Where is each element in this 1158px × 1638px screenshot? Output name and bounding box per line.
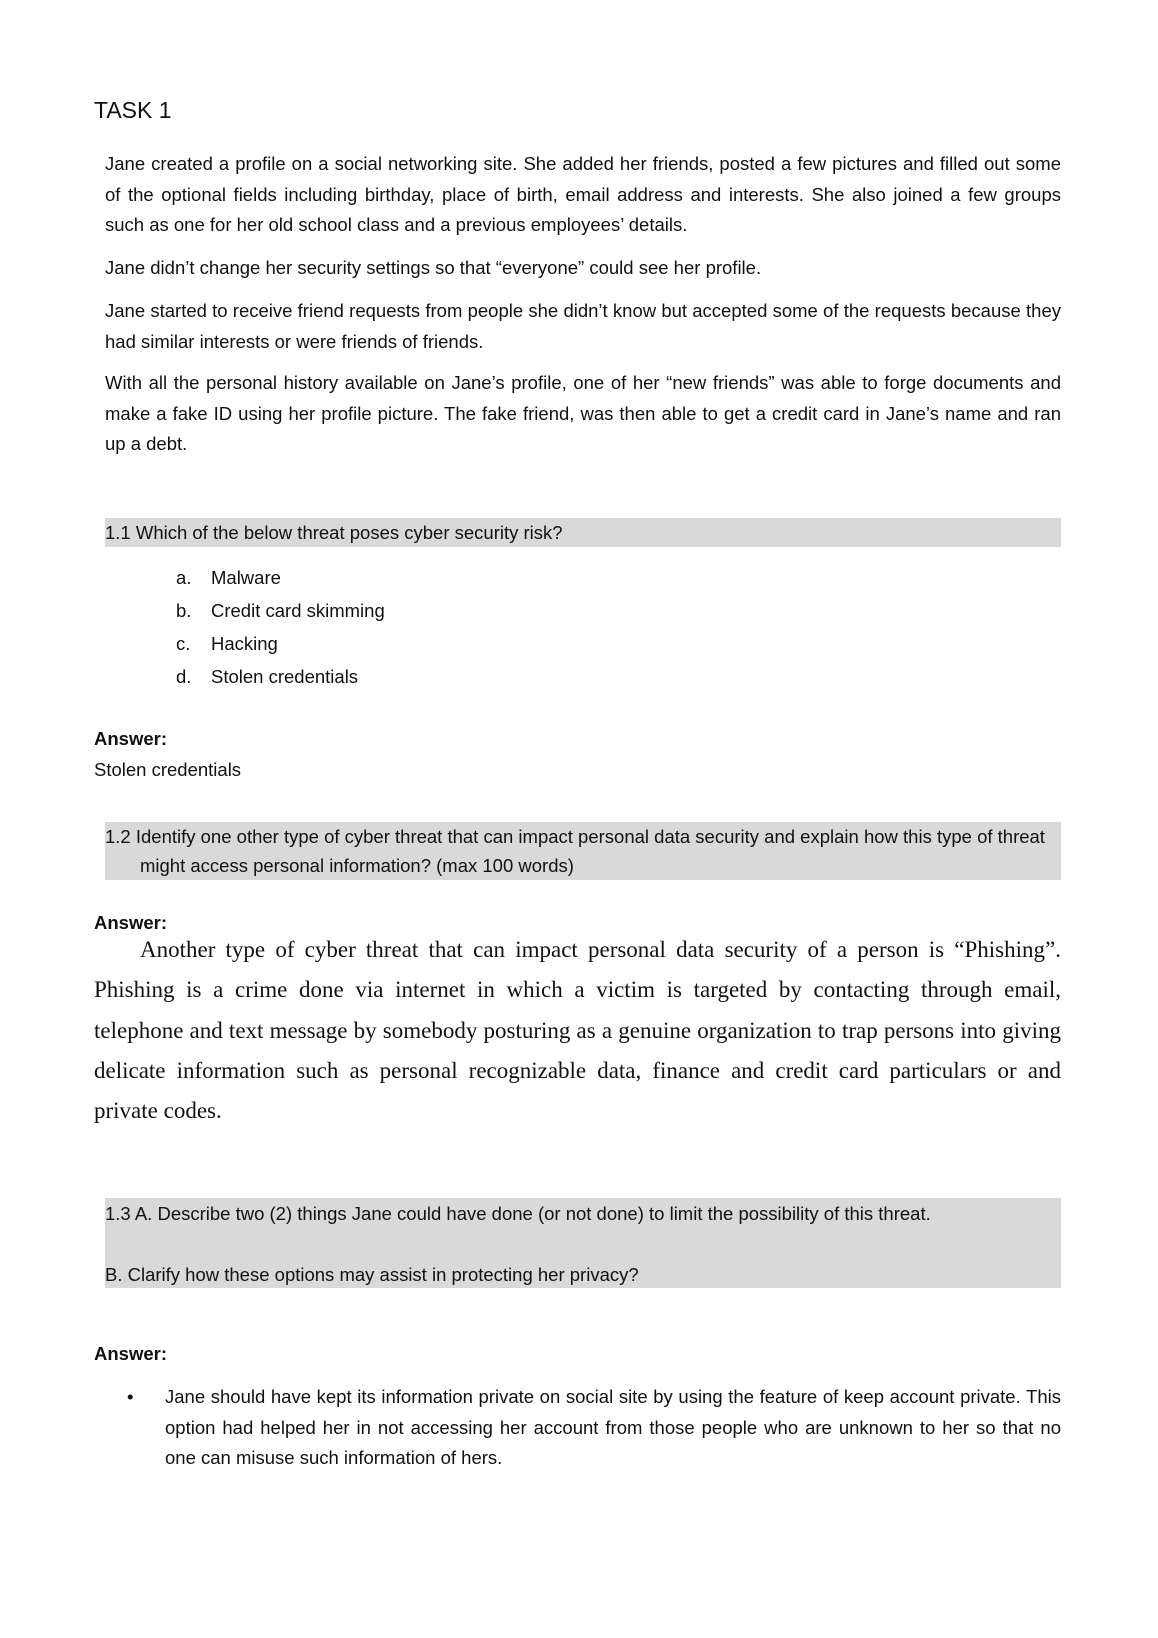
option-text: Hacking <box>211 633 278 654</box>
option-d <box>170 660 385 693</box>
question-1-2-text: 1.2 Identify one other type of cyber threat that can impact personal data security and explain how this type of threat might access personal information? (max 100 words) <box>105 826 1045 876</box>
bullet-text: Jane should have kept its information private on social site by using the feature of keep account private. This option had helped her in not accessing her account from those people who are unknown to her so that no one can misuse such information of hers. <box>165 1386 1061 1468</box>
option-letter: a. <box>176 567 192 588</box>
scenario-paragraph-1: Jane created a profile on a social networking site. She added her friends, posted a few pictures and filled out some of the optional fields including birthday, place of birth, email address and interests. She also joined a few groups such as one for her old school class and a previous employees’ details. <box>105 153 1061 235</box>
option-c <box>170 627 385 660</box>
option-b <box>170 594 385 627</box>
option-letter: d. <box>176 666 192 687</box>
question-1-2 <box>105 822 1061 880</box>
answer-label-1-1: Answer: <box>94 728 167 749</box>
question-1-1-text: 1.1 Which of the below threat poses cyber security risk? <box>105 522 563 543</box>
option-letter: b. <box>176 600 192 621</box>
answer-1-1: Stolen credentials <box>94 759 242 780</box>
question-1-3 <box>105 1198 1061 1288</box>
option-text: Stolen credentials <box>211 666 359 687</box>
option-text: Malware <box>211 567 281 588</box>
scenario-paragraph-2: Jane didn’t change her security settings so that “everyone” could see her profile. <box>105 257 762 278</box>
options-list <box>170 561 385 693</box>
option-letter: c. <box>176 633 191 654</box>
answer-label-1-2: Answer: <box>94 912 167 933</box>
option-text: Credit card skimming <box>211 600 385 621</box>
task-title: TASK 1 <box>94 97 172 123</box>
question-1-3-part-b: B. Clarify how these options may assist in protecting her privacy? <box>105 1264 639 1285</box>
scenario-paragraph-3: Jane started to receive friend requests from people she didn’t know but accepted some of the requests because they had similar interests or were friends of friends. <box>105 300 1061 352</box>
question-1-3-spacer <box>105 1228 1061 1260</box>
answer-label-1-3: Answer: <box>94 1343 167 1364</box>
answer-1-3-bullet-1 <box>125 1382 1061 1474</box>
option-a <box>170 561 385 594</box>
question-1-3-part-a: 1.3 A. Describe two (2) things Jane could have done (or not done) to limit the possibility of this threat. <box>105 1203 931 1224</box>
bullet-icon: • <box>127 1386 134 1407</box>
answer-1-2: Another type of cyber threat that can impact personal data security of a person is “Phishing”. Phishing is a crime done via internet in which a victim is targeted by contacting through email, telephone and text message by somebody posturing as a genuine organization to trap persons into giving delicate information such as personal recognizable data, finance and credit card particulars or and private codes. <box>94 937 1061 1124</box>
scenario-paragraph-4: With all the personal history available on Jane’s profile, one of her “new friends” was able to forge documents and make a fake ID using her profile picture. The fake friend, was then able to get a credit card in Jane’s name and ran up a debt. <box>105 372 1061 454</box>
question-1-1 <box>105 518 1061 547</box>
